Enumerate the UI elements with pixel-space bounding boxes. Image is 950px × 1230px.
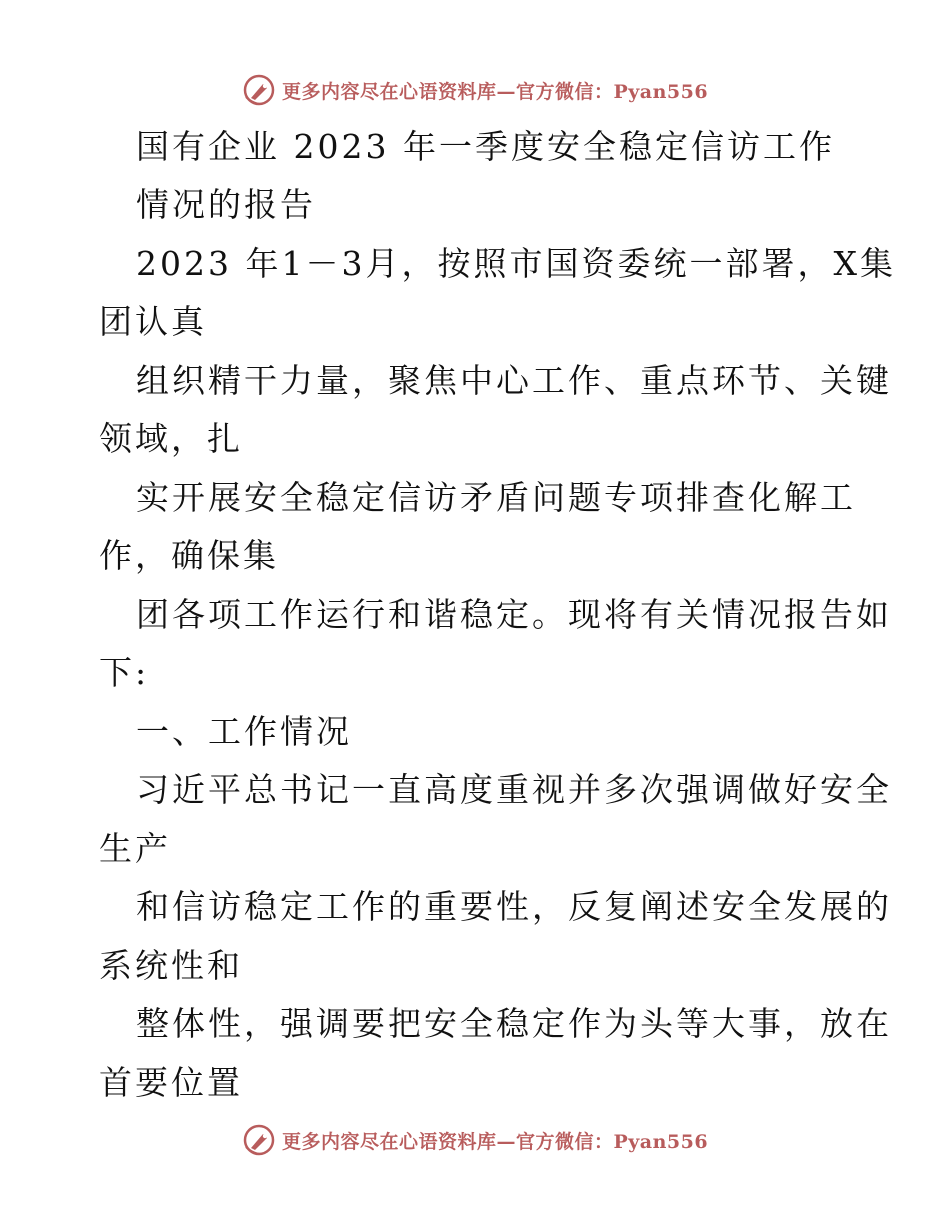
header-watermark — [0, 70, 950, 110]
body-line: 习近平总书记一直高度重视并多次强调做好安全 — [136, 770, 892, 809]
body-line: 整体性，强调要把安全稳定作为头等大事，放在 — [136, 1004, 892, 1043]
body-line: 组织精干力量，聚焦中心工作、重点环节、关键 — [136, 361, 892, 400]
document-title-line-2: 情况的报告 — [136, 185, 316, 224]
pen-nib-seal-icon — [242, 73, 276, 107]
document-title-line-1: 国有企业 2023 年一季度安全稳定信访工作 — [136, 127, 835, 166]
body-line: 系统性和 — [99, 946, 243, 985]
watermark-text: 更多内容尽在心语资料库—官方微信：Pyan556 — [281, 1130, 709, 1153]
section-heading: 一、工作情况 — [136, 712, 352, 751]
body-line: 和信访稳定工作的重要性，反复阐述安全发展的 — [136, 887, 892, 926]
body-line: 团认真 — [99, 302, 207, 341]
body-line: 生产 — [99, 829, 171, 868]
body-line: 领域，扎 — [99, 419, 243, 458]
body-line: 作，确保集 — [99, 536, 279, 575]
body-line: 首要位置 — [99, 1063, 243, 1102]
watermark-text: 更多内容尽在心语资料库—官方微信：Pyan556 — [281, 80, 709, 103]
body-line: 下: — [99, 653, 150, 692]
pen-nib-seal-icon — [242, 1123, 276, 1157]
body-line: 团各项工作运行和谐稳定。现将有关情况报告如 — [136, 595, 892, 634]
footer-watermark — [0, 1120, 950, 1160]
body-line: 2023 年1－3月，按照市国资委统一部署，X集 — [136, 244, 896, 283]
body-line: 实开展安全稳定信访矛盾问题专项排查化解工 — [136, 478, 856, 517]
